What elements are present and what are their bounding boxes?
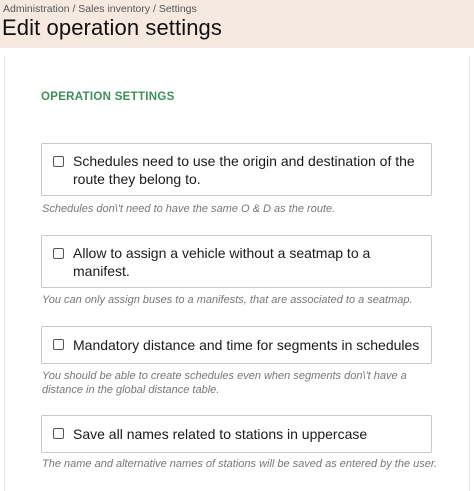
option-label: Mandatory distance and time for segments in schedules (73, 337, 420, 353)
checkbox[interactable] (53, 156, 64, 167)
option-help-text: Schedules don\'t need to have the same O & D as the route. (42, 203, 336, 215)
option-label: Save all names related to stations in uppercase (73, 426, 368, 442)
option-mandatory-distance-checkbox-row[interactable] (41, 326, 432, 364)
option-label: Schedules need to use the origin and destination of the route they belong to. (73, 153, 415, 187)
page-title: Edit operation settings (2, 15, 222, 40)
checkbox[interactable] (53, 339, 64, 350)
page-header (0, 0, 474, 48)
option-help-text: You should be able to create schedules even when segments don\'t have a distance in the global distance table. (42, 370, 407, 396)
option-route-od-checkbox-row[interactable] (41, 143, 432, 196)
breadcrumb[interactable]: Administration / Sales inventory / Settings (3, 3, 197, 15)
option-help-text: The name and alternative names of stations will be saved as entered by the user. (42, 458, 438, 470)
option-vehicle-seatmap-checkbox-row[interactable] (41, 235, 432, 288)
option-uppercase-stations-checkbox-row[interactable] (41, 415, 432, 453)
option-help-text: You can only assign buses to a manifests, that are associated to a seatmap. (42, 294, 413, 306)
checkbox[interactable] (53, 428, 64, 439)
option-label: Allow to assign a vehicle without a seatmap to a manifest. (73, 245, 371, 279)
section-title: OPERATION SETTINGS (41, 91, 175, 103)
checkbox[interactable] (53, 248, 64, 259)
